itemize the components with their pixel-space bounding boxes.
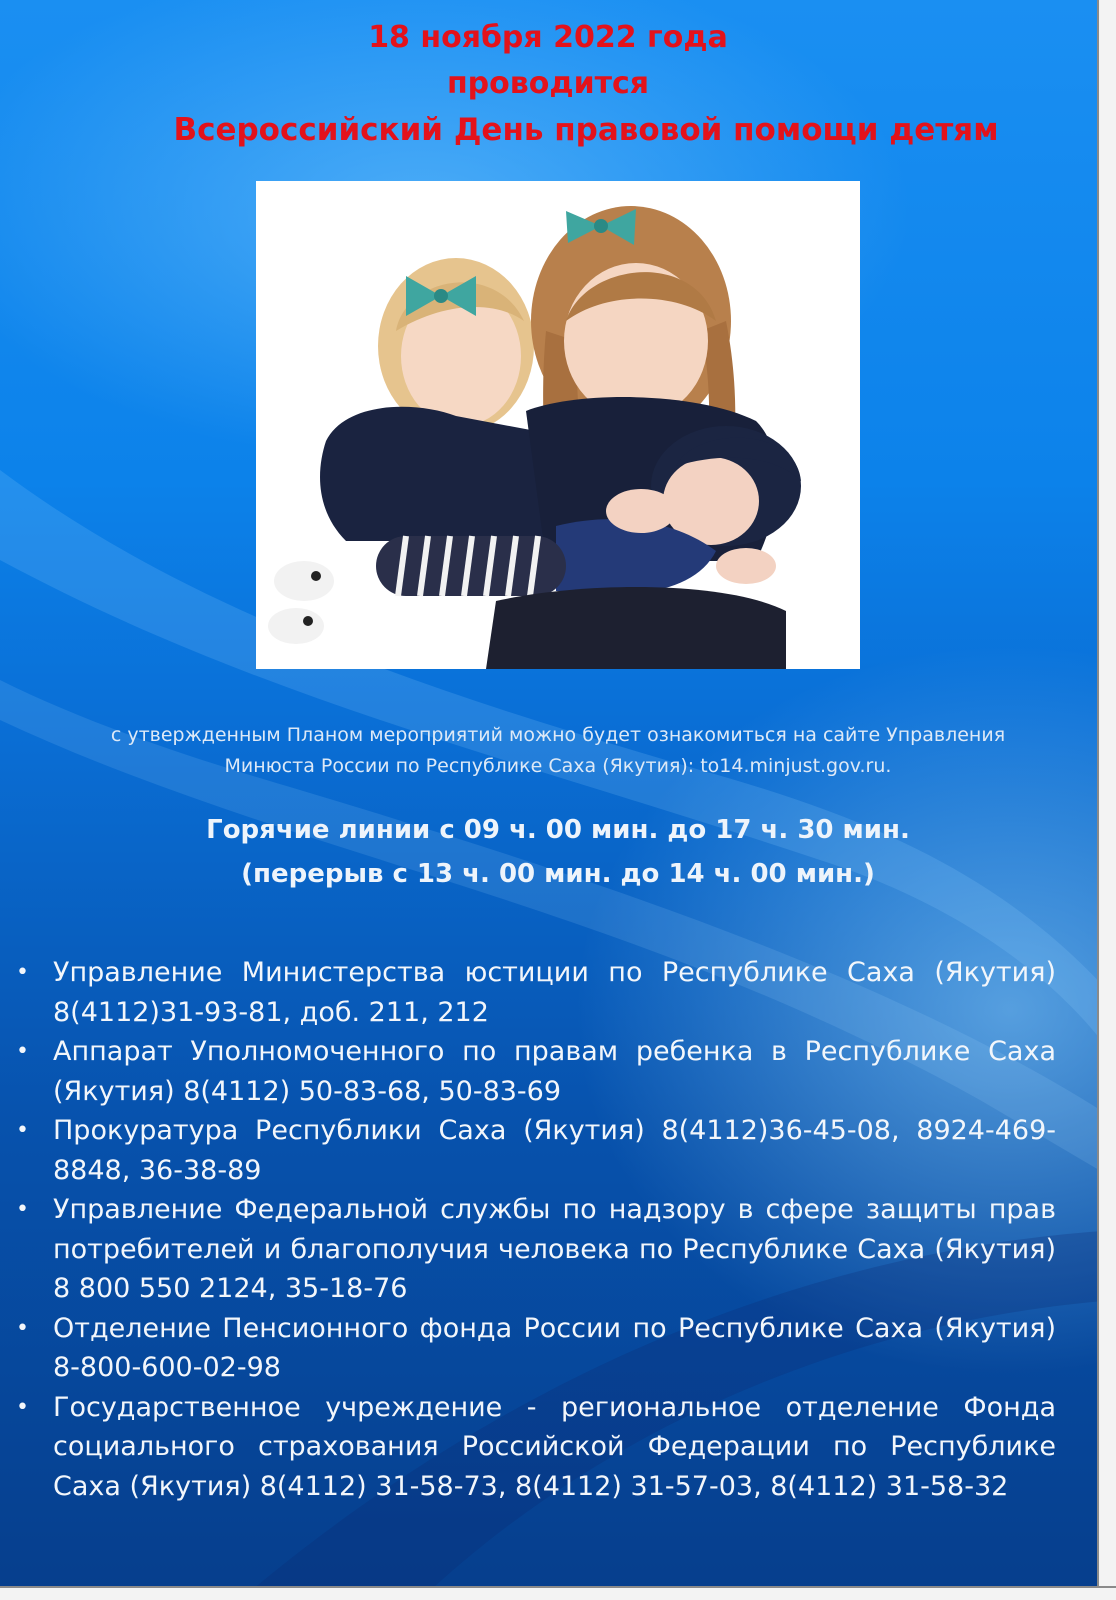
hotline-break-line: (перерыв с 13 ч. 00 мин. до 14 ч. 00 мин.) xyxy=(241,859,875,889)
children-photo xyxy=(256,181,860,669)
contact-text: Отделение Пенсионного фонда России по Республике Саха (Якутия) 8-800-600-02-98 xyxy=(53,1312,1056,1383)
bullet: • xyxy=(16,1039,29,1064)
contact-text: Прокуратура Республики Саха (Якутия) 8(4112)36-45-08, 8924-469-8848, 36-38-89 xyxy=(53,1115,1056,1186)
contact-text: Государственное учреждение - региональное отделение Фонда социального страхования Российской Федерации по Республике Саха (Якутия) 8(4112) 31-58-73, 8(4112) 31-57-03, 8(4112) 31-58-32 xyxy=(53,1391,1056,1502)
event-title: Всероссийский День правовой помощи детям xyxy=(173,112,999,148)
contact-item xyxy=(16,1032,1056,1111)
event-verb: проводится xyxy=(446,66,650,101)
plan-notice-line: с утвержденным Планом мероприятий можно будет ознакомиться на сайте Управления xyxy=(110,724,1006,746)
window-frame-bottom xyxy=(0,1586,1116,1600)
bullet: • xyxy=(16,960,29,985)
contact-text: Управление Министерства юстиции по Республике Саха (Якутия) 8(4112)31-93-81, доб. 211, 212 xyxy=(53,957,1056,1028)
contact-text: Аппарат Уполномоченного по правам ребенка в Республике Саха (Якутия) 8(4112) 50-83-68, 50-83-69 xyxy=(53,1036,1056,1107)
hotline-hours xyxy=(0,808,1116,896)
contact-item xyxy=(16,1190,1056,1309)
window-frame-right xyxy=(1097,0,1116,1600)
contact-item xyxy=(16,1309,1056,1388)
bullet: • xyxy=(16,1118,29,1143)
bullet: • xyxy=(16,1394,29,1420)
plan-notice xyxy=(10,720,1106,782)
plan-notice-url-line: Минюста России по Республике Саха (Якутия): to14.minjust.gov.ru. xyxy=(224,755,892,777)
contacts-list xyxy=(16,953,1056,1506)
contact-text: Управление Федеральной службы по надзору в сфере защиты прав потребителей и благополучия человека по Республике Саха (Якутия) 8 800 550 2124, 35-18-76 xyxy=(53,1194,1056,1304)
children-illustration xyxy=(256,181,860,669)
bullet: • xyxy=(16,1315,29,1341)
contact-item xyxy=(16,1111,1056,1190)
bullet: • xyxy=(16,1197,29,1222)
hotline-hours-line: Горячие линии с 09 ч. 00 мин. до 17 ч. 30 мин. xyxy=(206,815,910,845)
contact-item xyxy=(16,1388,1056,1507)
event-date: 18 ноября 2022 года xyxy=(368,20,728,55)
contact-item xyxy=(16,953,1056,1032)
